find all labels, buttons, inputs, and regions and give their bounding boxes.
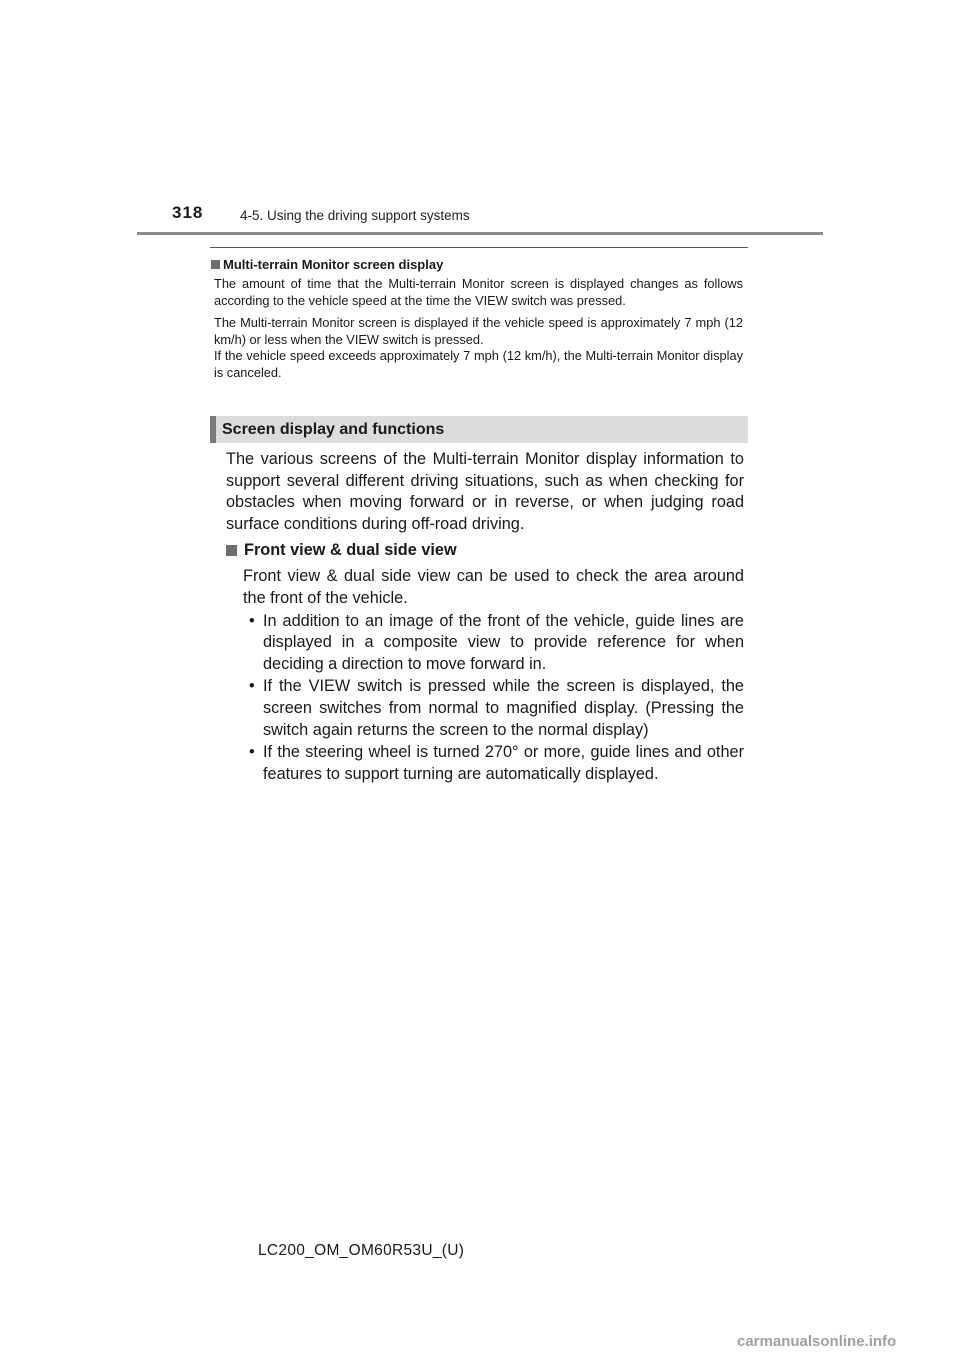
header-rule	[137, 232, 823, 235]
intro-paragraph: The various screens of the Multi-terrain Monitor display information to support several different driving situations, such as when checking for obstacles when moving forward or in reverse, or when judging road surface conditions during off-road driving.	[226, 450, 744, 533]
note-paragraph: The Multi-terrain Monitor screen is displayed if the vehicle speed is approximately 7 mph (12 km/h) or less when the VIEW switch is pressed.	[214, 315, 743, 347]
list-item: • If the VIEW switch is pressed while the screen is displayed, the screen switches from normal to magnified display. (Pressing the switch again returns the screen to the normal display)	[243, 676, 744, 741]
page-number: 318	[172, 203, 204, 222]
note-rule	[210, 247, 748, 248]
body-block	[226, 449, 744, 786]
subsection-heading	[226, 541, 744, 560]
section-title: 4-5. Using the driving support systems	[240, 208, 470, 223]
list-item: • In addition to an image of the front of the vehicle, guide lines are displayed in a composite view to provide reference for when deciding a direction to move forward in.	[243, 611, 744, 676]
square-bullet-icon	[211, 260, 220, 269]
subsection-paragraph: Front view & dual side view can be used to check the area around the front of the vehicle.	[243, 567, 744, 607]
note-block	[211, 257, 743, 387]
list-item: • If the steering wheel is turned 270° or more, guide lines and other features to support turning are automatically displayed.	[243, 742, 744, 785]
note-paragraph: If the vehicle speed exceeds approximately 7 mph (12 km/h), the Multi-terrain Monitor display is canceled.	[214, 348, 743, 380]
bullet-list	[243, 611, 744, 786]
section-heading-box	[210, 416, 748, 443]
note-heading	[211, 257, 743, 272]
square-bullet-icon	[226, 545, 237, 556]
note-paragraph: The amount of time that the Multi-terrain Monitor screen is displayed changes as follows according to the vehicle speed at the time the VIEW switch was pressed.	[214, 276, 743, 308]
watermark: carmanualsonline.info	[737, 1333, 897, 1350]
note-heading-text: Multi-terrain Monitor screen display	[223, 257, 444, 272]
subsection-heading-text: Front view & dual side view	[244, 541, 457, 560]
section-heading: Screen display and functions	[222, 420, 445, 438]
footer-code: LC200_OM_OM60R53U_(U)	[258, 1242, 465, 1259]
